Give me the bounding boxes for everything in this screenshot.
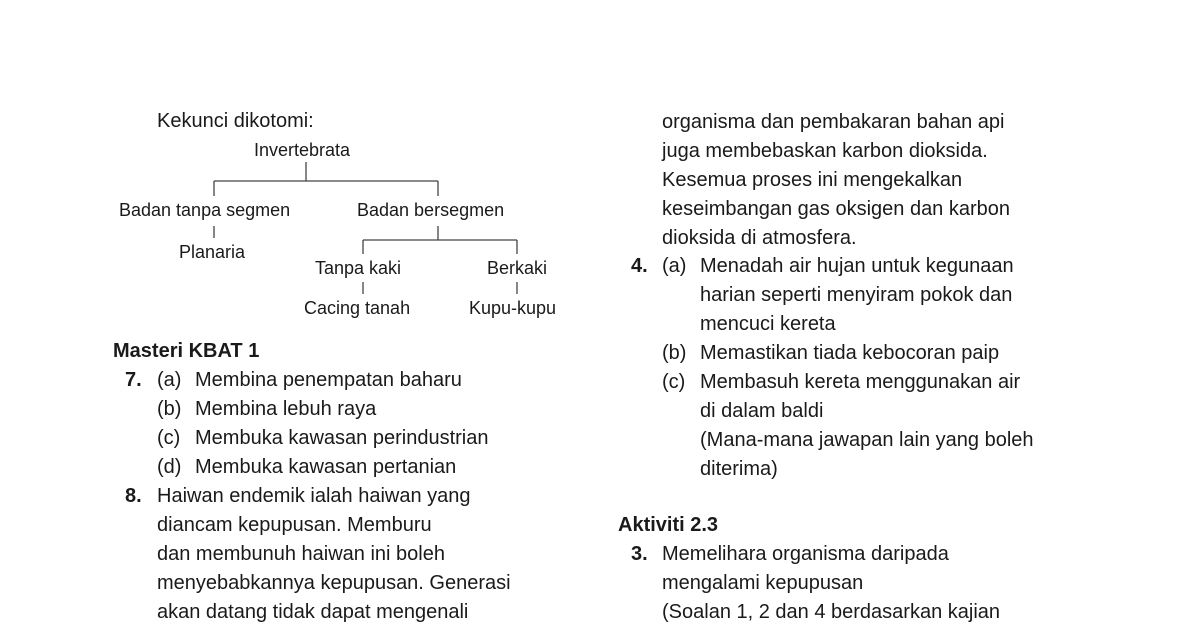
tree-leaf-earthworm: Cacing tanah (304, 298, 411, 318)
item-label: (a) (662, 255, 687, 277)
paragraph-line: Memelihara organisma daripada (662, 543, 949, 565)
item-label: (c) (662, 371, 686, 393)
item-text: Memastikan tiada kebocoran paip (700, 342, 1000, 364)
item-label: (a) (157, 369, 182, 391)
question-number: 7. (125, 369, 142, 391)
paragraph-line: diancam kepupusan. Memburu (157, 514, 432, 536)
item-text: di dalam baldi (700, 400, 824, 422)
paragraph-line: mengalami kepupusan (662, 572, 864, 594)
item-text: diterima) (700, 458, 778, 480)
tree-node-unsegmented: Badan tanpa segmen (119, 200, 291, 220)
paragraph-line: juga membebaskan karbon dioksida. (662, 140, 988, 162)
item-text: (Mana-mana jawapan lain yang boleh (700, 429, 1034, 451)
item-text: mencuci kereta (700, 313, 836, 335)
question-number: 8. (125, 485, 142, 507)
paragraph-line: dan membunuh haiwan ini boleh (157, 543, 445, 565)
item-text: Membina penempatan baharu (195, 369, 462, 391)
tree-node-legless: Tanpa kaki (315, 258, 402, 278)
tree-leaf-planaria: Planaria (179, 242, 246, 262)
section-heading-aktiviti: Aktiviti 2.3 (618, 514, 719, 536)
paragraph-line: menyebabkannya kepupusan. Generasi (157, 572, 511, 594)
item-text: Membasuh kereta menggunakan air (700, 371, 1021, 393)
item-label: (c) (157, 427, 181, 449)
tree-node-segmented: Badan bersegmen (357, 200, 505, 220)
item-text: harian seperti menyiram pokok dan (700, 284, 1013, 306)
question-number: 4. (631, 255, 648, 277)
item-label: (d) (157, 456, 182, 478)
paragraph-line: dioksida di atmosfera. (662, 227, 857, 249)
dichotomy-label: Kekunci dikotomi: (157, 110, 314, 132)
item-text: Menadah air hujan untuk kegunaan (700, 255, 1014, 277)
paragraph-line: Kesemua proses ini mengekalkan (662, 169, 963, 191)
section-heading-masteri: Masteri KBAT 1 (113, 340, 260, 362)
tree-leaf-butterfly: Kupu-kupu (469, 298, 557, 318)
item-text: Membuka kawasan pertanian (195, 456, 457, 478)
tree-root-node: Invertebrata (254, 140, 351, 160)
tree-node-legged: Berkaki (487, 258, 548, 278)
question-number: 3. (631, 543, 648, 565)
paragraph-line: (Soalan 1, 2 dan 4 berdasarkan kajian (662, 601, 1001, 623)
item-label: (b) (662, 342, 687, 364)
item-text: Membuka kawasan perindustrian (195, 427, 489, 449)
item-text: Membina lebuh raya (195, 398, 377, 420)
paragraph-line: akan datang tidak dapat mengenali (157, 601, 469, 623)
item-label: (b) (157, 398, 182, 420)
paragraph-line: Haiwan endemik ialah haiwan yang (157, 485, 471, 507)
paragraph-line: organisma dan pembakaran bahan api (662, 111, 1005, 133)
paragraph-line: keseimbangan gas oksigen dan karbon (662, 198, 1011, 220)
